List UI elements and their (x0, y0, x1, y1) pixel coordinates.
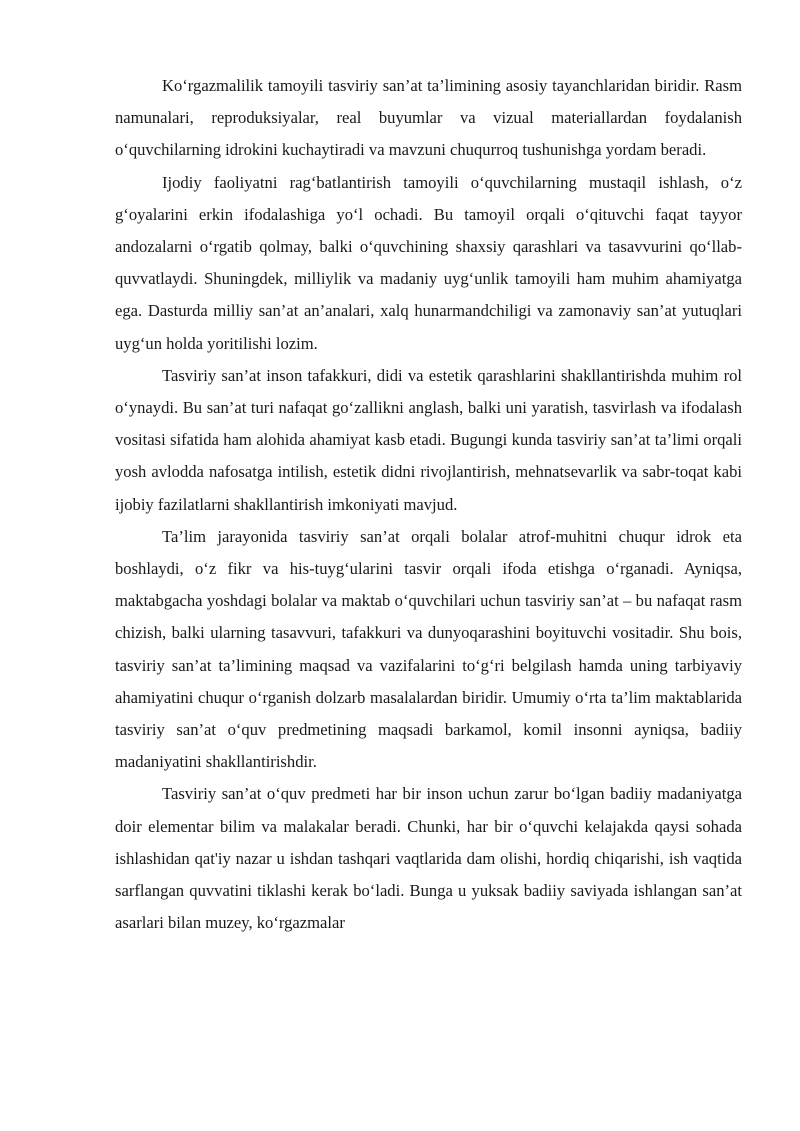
document-page (115, 70, 742, 939)
paragraph-visual-aids: Ko‘rgazmalilik tamoyili tasviriy san’at ta’limining asosiy tayanchlaridan biridir. Rasm namunalari, reproduksiyalar, real buyumlar va vizual materiallardan foydalanish o‘quvchilarning idrokini kuchaytiradi va mavzuni chuqurroq tushunishga yordam beradi. (115, 76, 742, 160)
paragraph-subject-purpose: Tasviriy san’at o‘quv predmeti har bir inson uchun zarur bo‘lgan badiiy madaniyatga doir elementar bilim va malakalar beradi. Chunki, har bir o‘quvchi kelajakda qaysi sohada ishlashidan qat'iy nazar u ishdan tashqari vaqtlarida dam olishi, hordiq chiqarishi, ish vaqtida sarflangan quvvatini tiklashi kerak bo‘ladi. Bunga u yuksak badiiy saviyada ishlangan san’at asarlari bilan muzey, ko‘rgazmalar (115, 784, 742, 933)
paragraph-learning-process: Ta’lim jarayonida tasviriy san’at orqali bolalar atrof-muhitni chuqur idrok eta boshlaydi, o‘z fikr va his-tuyg‘ularini tasvir orqali ifoda etishga o‘rganadi. Ayniqsa, maktabgacha yoshdagi bolalar va maktab o‘quvchilari uchun tasviriy san’at – bu nafaqat rasm chizish, balki ularning tasavvuri, tafakkuri va dunyoqarashini boyituvchi vositadir. Shu bois, tasviriy san’at ta’limining maqsad va vazifalarini to‘g‘ri belgilash hamda uning tarbiyaviy ahamiyatini chuqur o‘rganish dolzarb masalalardan biridir. Umumiy o‘rta ta’lim maktablarida tasviriy san’at o‘quv predmetining maqsadi barkamol, komil insonni ayniqsa, badiiy madaniyatini shakllantirishdir. (115, 526, 742, 772)
paragraph-aesthetic-role: Tasviriy san’at inson tafakkuri, didi va estetik qarashlarini shakllantirishda muhim rol o‘ynaydi. Bu san’at turi nafaqat go‘zallikni anglash, balki uni yaratish, tasvirlash va ifodalash vositasi sifatida ham alohida ahamiyat kasb etadi. Bugungi kunda tasviriy san’at ta’limi orqali yosh avlodda nafosatga intilish, estetik didni rivojlantirish, mehnatsevarlik va sabr-toqat kabi ijobiy fazilatlarni shakllantirish imkoniyati mavjud. (115, 365, 742, 514)
paragraph-creative-activity: Ijodiy faoliyatni rag‘batlantirish tamoyili o‘quvchilarning mustaqil ishlash, o‘z g‘oyalarini erkin ifodalashiga yo‘l ochadi. Bu tamoyil orqali o‘qituvchi faqat tayyor andozalarni o‘rgatib qolmay, balki o‘quvchining shaxsiy qarashlari va tasavvurini qo‘llab-quvvatlaydi. Shuningdek, milliylik va madaniy uyg‘unlik tamoyili ham muhim ahamiyatga ega. Dasturda milliy san’at an’analari, xalq hunarmandchiligi va zamonaviy san’at yutuqlari uyg‘un holda yoritilishi lozim. (115, 172, 742, 353)
